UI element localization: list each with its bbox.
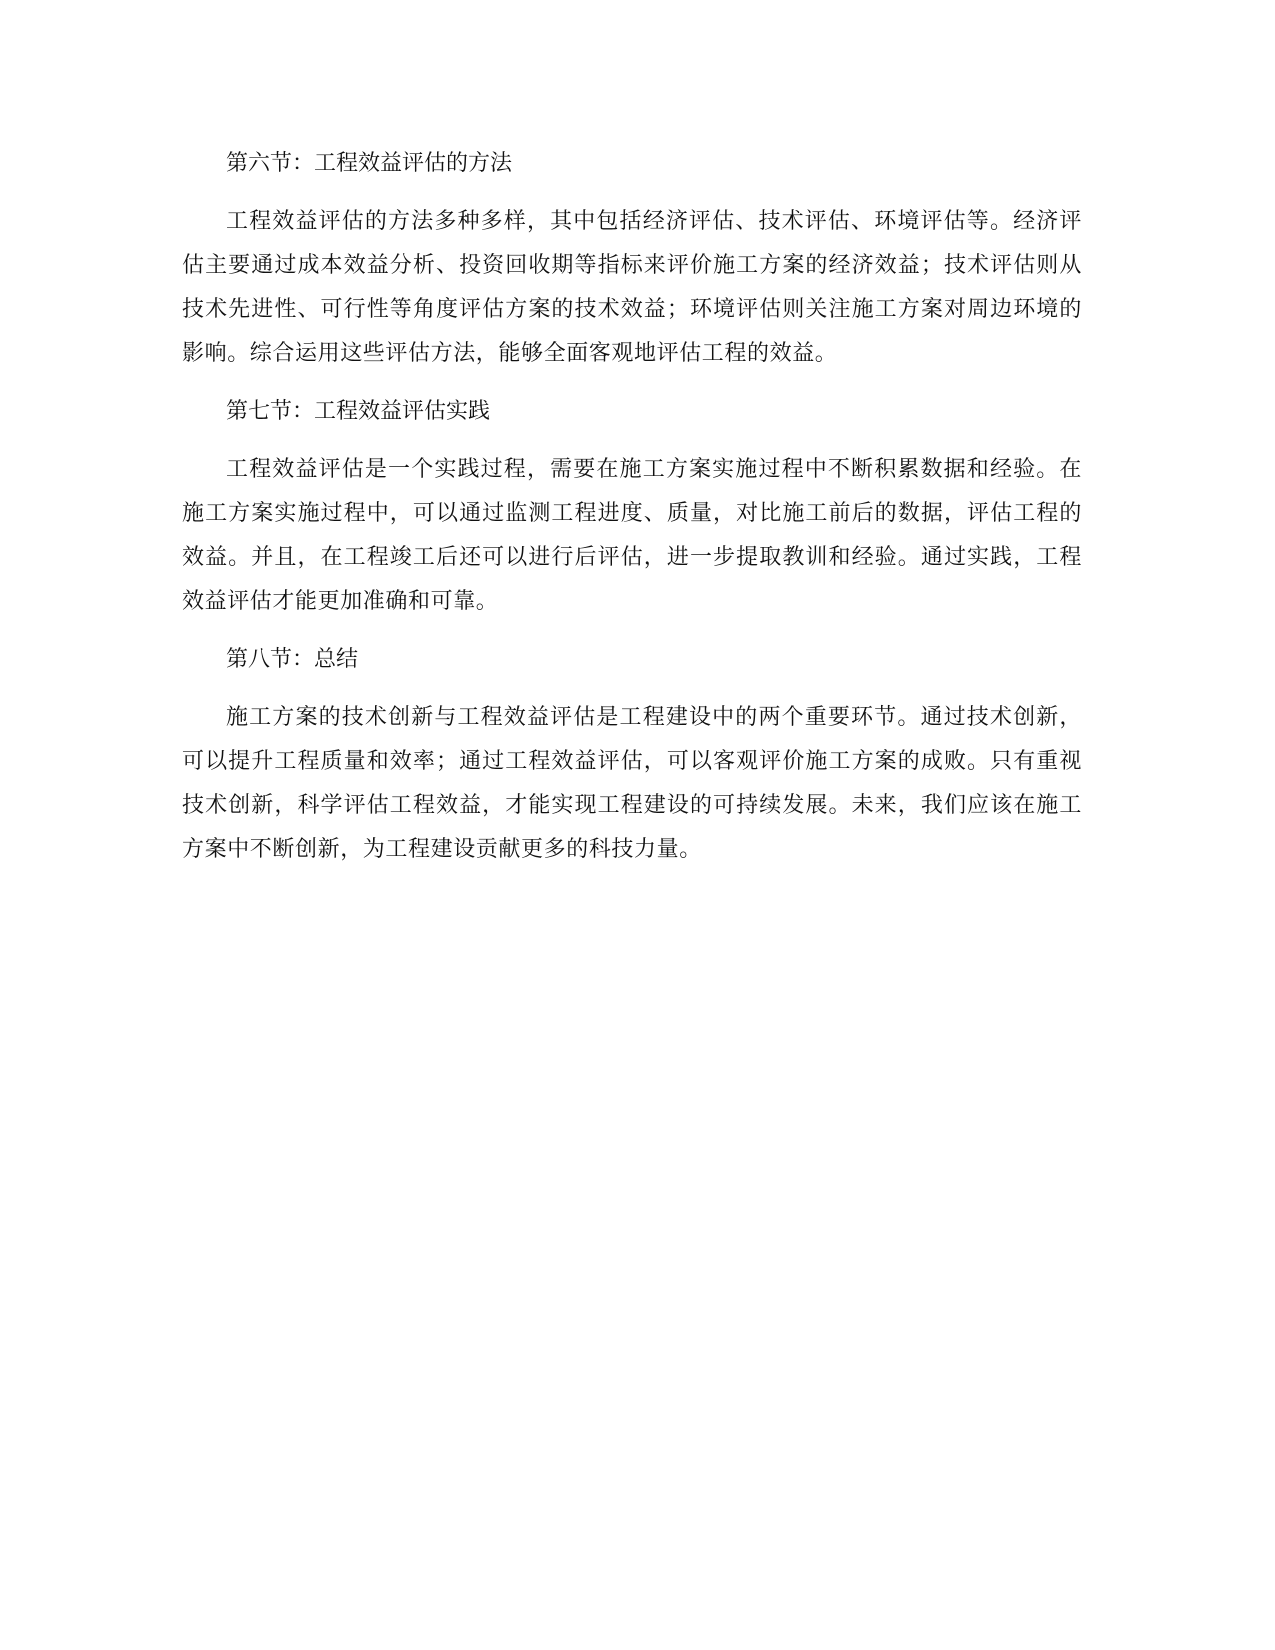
section-heading-8: 第八节：总结	[226, 647, 359, 672]
document-body	[182, 142, 1082, 886]
section-heading-6: 第六节：工程效益评估的方法	[226, 151, 513, 176]
section-heading-7: 第七节：工程效益评估实践	[226, 399, 491, 424]
section-paragraph-7: 工程效益评估是一个实践过程，需要在施工方案实施过程中不断积累数据和经验。在施工方案实施过程中，可以通过监测工程进度、质量，对比施工前后的数据，评估工程的效益。并且，在工程竣工后还可以进行后评估，进一步提取教训和经验。通过实践，工程效益评估才能更加准确和可靠。	[182, 457, 1082, 614]
section-paragraph-8: 施工方案的技术创新与工程效益评估是工程建设中的两个重要环节。通过技术创新，可以提升工程质量和效率；通过工程效益评估，可以客观评价施工方案的成败。只有重视技术创新，科学评估工程效益，才能实现工程建设的可持续发展。未来，我们应该在施工方案中不断创新，为工程建设贡献更多的科技力量。	[182, 705, 1082, 862]
section-paragraph-6: 工程效益评估的方法多种多样，其中包括经济评估、技术评估、环境评估等。经济评估主要通过成本效益分析、投资回收期等指标来评价施工方案的经济效益；技术评估则从技术先进性、可行性等角度评估方案的技术效益；环境评估则关注施工方案对周边环境的影响。综合运用这些评估方法，能够全面客观地评估工程的效益。	[182, 209, 1082, 366]
